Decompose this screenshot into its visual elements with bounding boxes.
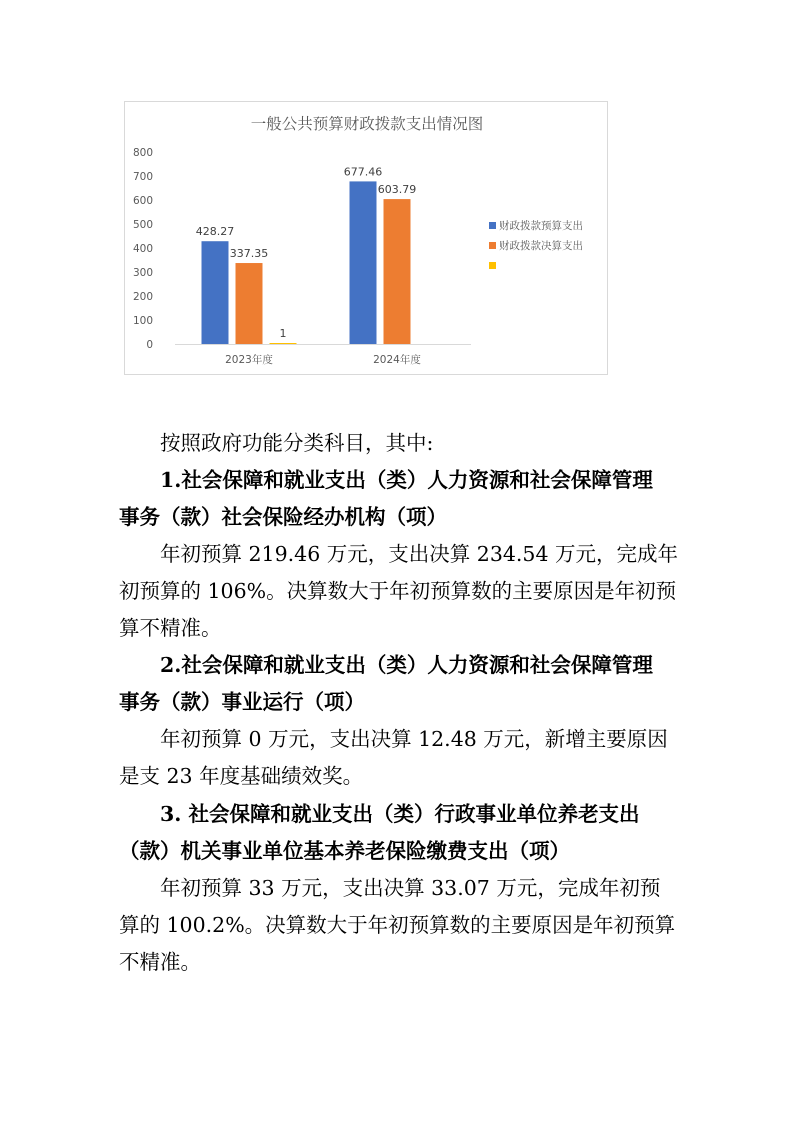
data-label: 603.79 xyxy=(377,183,417,197)
x-tick-label: 2024年度 xyxy=(373,354,421,366)
legend-swatch xyxy=(489,222,496,229)
y-tick-label: 100 xyxy=(132,315,153,327)
x-tick-label: 2023年度 xyxy=(225,354,273,366)
legend-swatch xyxy=(489,262,496,269)
data-label: 337.35 xyxy=(229,247,269,261)
y-tick-label: 700 xyxy=(132,171,153,183)
bar xyxy=(384,199,411,344)
y-tick-label: 300 xyxy=(132,267,153,279)
legend-label: 财政拨款决算支出 xyxy=(499,240,583,252)
chart-canvas xyxy=(125,102,609,376)
item2-body-line2: 是支 23 年度基础绩效奖。 xyxy=(119,764,364,788)
item2-body-line1: 年初预算 0 万元，支出决算 12.48 万元，新增主要原因 xyxy=(160,727,668,751)
item1-body-line3: 算不精准。 xyxy=(119,616,222,640)
y-tick-label: 200 xyxy=(132,291,153,303)
chart-title: 一般公共预算财政拨款支出情况图 xyxy=(250,115,484,133)
item1-heading-line1: 1.社会保障和就业支出（类）人力资源和社会保障管理 xyxy=(160,468,653,492)
item2-heading-line1: 2.社会保障和就业支出（类）人力资源和社会保障管理 xyxy=(160,653,653,677)
bar xyxy=(350,181,377,344)
data-label: 677.46 xyxy=(343,165,383,179)
intro-text: 按照政府功能分类科目，其中: xyxy=(160,431,434,455)
legend-label: 财政拨款预算支出 xyxy=(499,220,583,232)
item2-heading-line2: 事务（款）事业运行（项） xyxy=(119,690,365,714)
bar xyxy=(202,241,229,344)
item3-heading-line1: 3. 社会保障和就业支出（类）行政事业单位养老支出 xyxy=(160,802,640,826)
item3-body-line2: 算的 100.2%。决算数大于年初预算数的主要原因是年初预算 xyxy=(119,913,676,937)
item3-body-line3: 不精准。 xyxy=(119,950,201,974)
bar-chart xyxy=(124,101,608,375)
data-label: 1 xyxy=(279,327,287,340)
item1-heading-line2: 事务（款）社会保险经办机构（项） xyxy=(119,505,447,529)
data-label: 428.27 xyxy=(195,225,235,239)
item1-body-line1: 年初预算 219.46 万元，支出决算 234.54 万元，完成年 xyxy=(160,542,679,566)
bar xyxy=(270,343,297,344)
bar xyxy=(236,263,263,344)
y-tick-label: 0 xyxy=(146,339,153,351)
item1-body-line2: 初预算的 106%。决算数大于年初预算数的主要原因是年初预 xyxy=(119,579,677,603)
y-tick-label: 600 xyxy=(132,195,153,207)
item3-heading-line2: （款）机关事业单位基本养老保险缴费支出（项） xyxy=(119,839,570,863)
item3-body-line1: 年初预算 33 万元，支出决算 33.07 万元，完成年初预 xyxy=(160,876,661,900)
y-tick-label: 800 xyxy=(132,147,153,159)
legend-swatch xyxy=(489,242,496,249)
y-tick-label: 400 xyxy=(132,243,153,255)
y-tick-label: 500 xyxy=(132,219,153,231)
